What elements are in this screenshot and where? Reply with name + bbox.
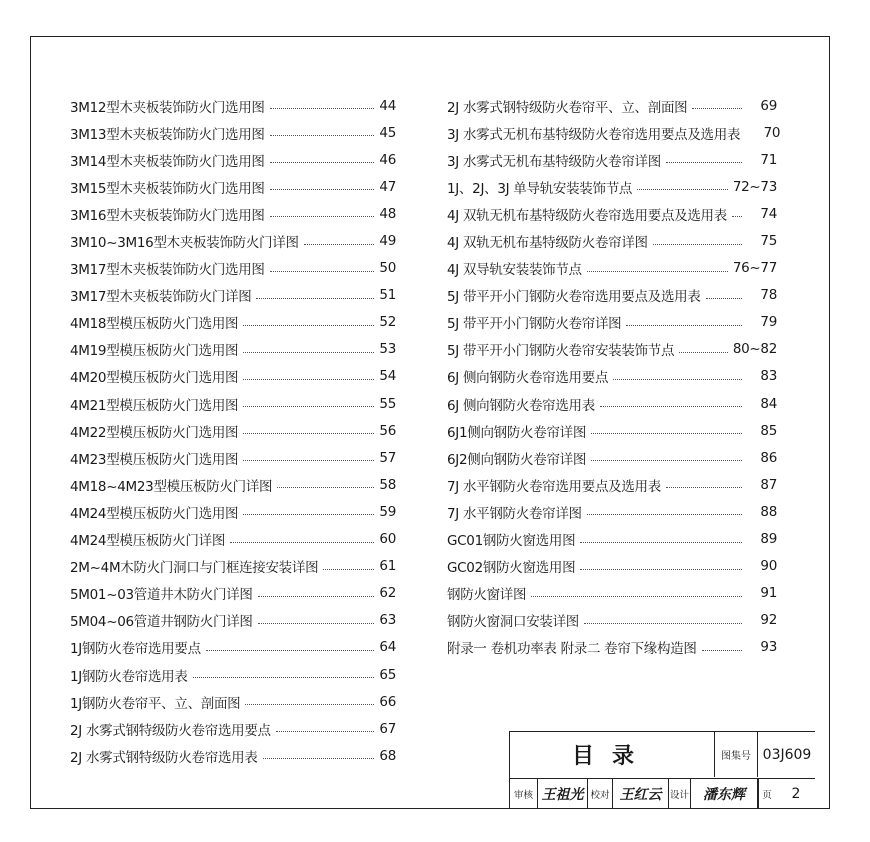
review-label: 审核 (510, 779, 538, 809)
toc-entry-title: 3M17型木夹板装饰防火门选用图 (70, 262, 265, 279)
toc-entry (447, 119, 781, 146)
toc-entry-title: 2M~4M木防火门洞口与门框连接安装详图 (70, 560, 319, 577)
dot-leader (637, 189, 728, 190)
toc-entry-title: 4M18型模压板防火门选用图 (70, 316, 239, 333)
dot-leader (270, 271, 375, 272)
toc-entry-title: 3M17型木夹板装饰防火门详图 (70, 289, 252, 306)
dot-leader (270, 162, 375, 163)
toc-entry-page: 75 (760, 233, 777, 250)
toc-entry (70, 417, 396, 444)
toc-entry (447, 580, 777, 607)
design-label: 设计 (669, 779, 691, 809)
dot-leader (706, 298, 742, 299)
toc-entry-title: 3M10~3M16型木夹板装饰防火门详图 (70, 235, 299, 252)
toc-entry-page: 64 (379, 639, 396, 656)
toc-entry-title: 3M13型木夹板装饰防火门选用图 (70, 126, 265, 143)
toc-entry-page: 87 (760, 476, 777, 493)
toc-entry-title: 钢防火窗详图 (447, 587, 527, 604)
dot-leader (243, 514, 374, 515)
toc-entry-page: 84 (760, 395, 777, 412)
dot-leader (702, 650, 742, 651)
toc-entry-title: 4M24型模压板防火门选用图 (70, 505, 239, 522)
toc-entry-page: 86 (760, 449, 777, 466)
toc-entry (70, 119, 396, 146)
toc-entry-title: 5M04~06管道井钢防火门详图 (70, 614, 253, 631)
dot-leader (732, 216, 742, 217)
dot-leader (591, 433, 742, 434)
toc-entry-title: 1J、2J、3J 单导轨安装装饰节点 (447, 180, 633, 197)
dot-leader (263, 758, 375, 759)
dot-leader (304, 244, 375, 245)
toc-entry-title: 4M21型模压板防火门选用图 (70, 397, 239, 414)
toc-entry-title: 5M01~03管道井木防火门详图 (70, 587, 253, 604)
toc-entry-page: 55 (379, 395, 396, 412)
toc-entry-title: 1J钢防火卷帘选用要点 (70, 641, 201, 658)
toc-entry-page: 93 (760, 639, 777, 656)
toc-entry-page: 70 (763, 124, 781, 141)
toc-entry-page: 67 (379, 720, 396, 737)
toc-entry-page: 63 (379, 612, 396, 629)
toc-entry (70, 742, 396, 769)
toc-entry-title: 4M24型模压板防火门详图 (70, 533, 226, 550)
title-block (509, 731, 815, 808)
toc-entry-page: 72~73 (732, 178, 777, 195)
toc-entry (447, 471, 777, 498)
toc-entry-page: 61 (379, 558, 396, 575)
toc-entry-page: 48 (379, 205, 396, 222)
toc-entry-page: 68 (379, 747, 396, 764)
page-label: 页 (762, 790, 772, 801)
toc-entry-page: 47 (379, 178, 396, 195)
toc-entry-title: 钢防火窗洞口安装详图 (447, 614, 579, 631)
toc-entry (447, 200, 777, 227)
toc-entry-page: 88 (760, 503, 777, 520)
toc-right-column (447, 92, 781, 661)
toc-entry-title: 5J 带平开小门钢防火卷帘选用要点及选用表 (447, 289, 701, 306)
toc-entry-title: 3M14型木夹板装饰防火门选用图 (70, 153, 265, 170)
toc-entry (70, 336, 396, 363)
toc-entry-title: 6J2侧向钢防火卷帘详图 (447, 451, 587, 468)
toc-entry-title: 3M15型木夹板装饰防火门选用图 (70, 180, 265, 197)
dot-leader (591, 460, 742, 461)
dot-leader (276, 731, 375, 732)
toc-entry (447, 390, 777, 417)
toc-entry-title: 3J 水雾式无机布基特级防火卷帘选用要点及选用表 (447, 126, 741, 143)
toc-entry (70, 227, 396, 254)
toc-entry (447, 363, 777, 390)
toc-entry-title: 7J 水平钢防火卷帘选用要点及选用表 (447, 478, 661, 495)
toc-entry-page: 76~77 (732, 260, 777, 277)
toc-entry (447, 92, 777, 119)
toc-entry (447, 227, 777, 254)
dot-leader (666, 487, 742, 488)
toc-entry-page: 62 (379, 585, 396, 602)
toc-entry-title: 3M16型木夹板装饰防火门选用图 (70, 207, 265, 224)
toc-entry (70, 282, 396, 309)
toc-entry (447, 282, 777, 309)
dot-leader (653, 244, 742, 245)
toc-entry-title: GC02钢防火窗选用图 (447, 560, 576, 577)
toc-entry (70, 661, 396, 688)
toc-entry-page: 50 (379, 260, 396, 277)
dot-leader (692, 108, 742, 109)
dot-leader (580, 569, 742, 570)
dot-leader (243, 379, 374, 380)
toc-entry (70, 498, 396, 525)
toc-entry-page: 51 (379, 287, 396, 304)
dot-leader (243, 433, 374, 434)
dot-leader (587, 514, 742, 515)
toc-entry-title: 2J 水雾式钢特级防火卷帘平、立、剖面图 (447, 99, 688, 116)
toc-entry-page: 56 (379, 422, 396, 439)
toc-entry (447, 173, 777, 200)
toc-entry (70, 553, 396, 580)
dot-leader (193, 677, 375, 678)
toc-entry (70, 146, 396, 173)
toc-entry-title: 3J 水雾式无机布基特级防火卷帘详图 (447, 153, 661, 170)
dot-leader (256, 298, 374, 299)
toc-entry-page: 83 (760, 368, 777, 385)
toc-entry (70, 92, 396, 119)
toc-entry-page: 59 (379, 503, 396, 520)
toc-entry-page: 46 (379, 151, 396, 168)
toc-entry (70, 688, 396, 715)
toc-entry (447, 417, 777, 444)
dot-leader (679, 352, 728, 353)
toc-entry-title: 2J 水雾式钢特级防火卷帘选用要点 (70, 722, 271, 739)
document-title: 目录 (510, 732, 715, 777)
dot-leader (243, 352, 374, 353)
toc-entry (70, 471, 396, 498)
toc-entry (447, 607, 777, 634)
toc-entry-page: 92 (760, 612, 777, 629)
toc-entry (447, 255, 777, 282)
toc-entry-page: 53 (379, 341, 396, 358)
toc-entry-page: 44 (379, 97, 396, 114)
toc-entry-page: 49 (379, 233, 396, 250)
dot-leader (584, 623, 742, 624)
toc-entry-page: 69 (760, 97, 777, 114)
toc-entry (447, 526, 777, 553)
review-signature: 王祖光 (538, 779, 588, 809)
dot-leader (206, 650, 375, 651)
toc-entry-title: 4M20型模压板防火门选用图 (70, 370, 239, 387)
toc-entry-title: 附录一 卷机功率表 附录二 卷帘下缘构造图 (447, 641, 697, 658)
toc-entry (70, 715, 396, 742)
toc-entry-title: 4J 双轨无机布基特级防火卷帘详图 (447, 235, 648, 252)
toc-entry-page: 57 (379, 449, 396, 466)
page-number: 2 (791, 786, 801, 802)
dot-leader (270, 189, 375, 190)
toc-entry (447, 336, 777, 363)
toc-entry-page: 54 (379, 368, 396, 385)
toc-entry-title: 1J钢防火卷帘选用表 (70, 668, 188, 685)
dot-leader (243, 325, 374, 326)
toc-entry-page: 52 (379, 314, 396, 331)
toc-entry-title: 6J1侧向钢防火卷帘详图 (447, 424, 587, 441)
toc-entry (70, 173, 396, 200)
check-label: 校对 (588, 779, 613, 809)
toc-entry-title: 7J 水平钢防火卷帘详图 (447, 505, 582, 522)
toc-entry-page: 79 (760, 314, 777, 331)
dot-leader (587, 271, 728, 272)
toc-entry (70, 255, 396, 282)
toc-entry (447, 498, 777, 525)
toc-entry-page: 74 (760, 205, 777, 222)
toc-entry-page: 78 (760, 287, 777, 304)
toc-entry (447, 146, 777, 173)
toc-entry (70, 309, 396, 336)
toc-entry-title: 3M12型木夹板装饰防火门选用图 (70, 99, 265, 116)
dot-leader (580, 542, 742, 543)
dot-leader (270, 216, 375, 217)
toc-entry (447, 309, 777, 336)
dot-leader (270, 108, 375, 109)
toc-entry-page: 45 (379, 124, 396, 141)
toc-entry-title: GC01钢防火窗选用图 (447, 533, 576, 550)
toc-entry (70, 607, 396, 634)
toc-entry (70, 200, 396, 227)
dot-leader (277, 487, 374, 488)
toc-entry-title: 6J 侧向钢防火卷帘选用表 (447, 397, 595, 414)
toc-entry-page: 89 (760, 531, 777, 548)
toc-entry (447, 444, 777, 471)
toc-entry (70, 580, 396, 607)
dot-leader (258, 623, 375, 624)
toc-entry (70, 634, 396, 661)
dot-leader (323, 569, 374, 570)
toc-entry-title: 4M23型模压板防火门选用图 (70, 451, 239, 468)
atlas-number-label: 图集号 (715, 732, 758, 777)
toc-entry (447, 553, 777, 580)
toc-entry-title: 4J 双轨无机布基特级防火卷帘选用要点及选用表 (447, 207, 727, 224)
toc-entry-page: 80~82 (732, 341, 777, 358)
toc-entry-title: 1J钢防火卷帘平、立、剖面图 (70, 695, 241, 712)
toc-entry-page: 58 (379, 476, 396, 493)
toc-entry-title: 6J 侧向钢防火卷帘选用要点 (447, 370, 609, 387)
dot-leader (666, 162, 742, 163)
toc-entry-title: 5J 带平开小门钢防火卷帘安装装饰节点 (447, 343, 675, 360)
dot-leader (600, 406, 742, 407)
dot-leader (230, 542, 374, 543)
toc-entry (70, 390, 396, 417)
toc-entry (70, 526, 396, 553)
toc-entry (70, 444, 396, 471)
toc-entry-page: 91 (760, 585, 777, 602)
toc-entry-page: 65 (379, 666, 396, 683)
dot-leader (626, 325, 742, 326)
toc-entry-title: 4M18~4M23型模压板防火门详图 (70, 478, 273, 495)
toc-entry-page: 90 (760, 558, 777, 575)
dot-leader (243, 460, 374, 461)
dot-leader (531, 596, 742, 597)
toc-entry-title: 4M22型模压板防火门选用图 (70, 424, 239, 441)
check-signature: 王红云 (613, 779, 669, 809)
toc-entry-page: 60 (379, 531, 396, 548)
toc-entry (70, 363, 396, 390)
dot-leader (613, 379, 742, 380)
dot-leader (270, 135, 375, 136)
toc-left-column (70, 92, 396, 769)
atlas-code: 03J609 (762, 746, 812, 763)
toc-entry-title: 4J 双导轨安装装饰节点 (447, 262, 582, 279)
dot-leader (258, 596, 375, 597)
toc-entry-page: 71 (760, 151, 777, 168)
toc-entry-title: 4M19型模压板防火门选用图 (70, 343, 239, 360)
toc-entry (447, 634, 777, 661)
toc-entry-page: 66 (379, 693, 396, 710)
dot-leader (245, 704, 374, 705)
dot-leader (243, 406, 374, 407)
toc-entry-title: 2J 水雾式钢特级防火卷帘选用表 (70, 749, 258, 766)
toc-entry-page: 85 (760, 422, 777, 439)
design-signature: 潘东辉 (691, 779, 758, 809)
toc-entry-title: 5J 带平开小门钢防火卷帘详图 (447, 316, 622, 333)
